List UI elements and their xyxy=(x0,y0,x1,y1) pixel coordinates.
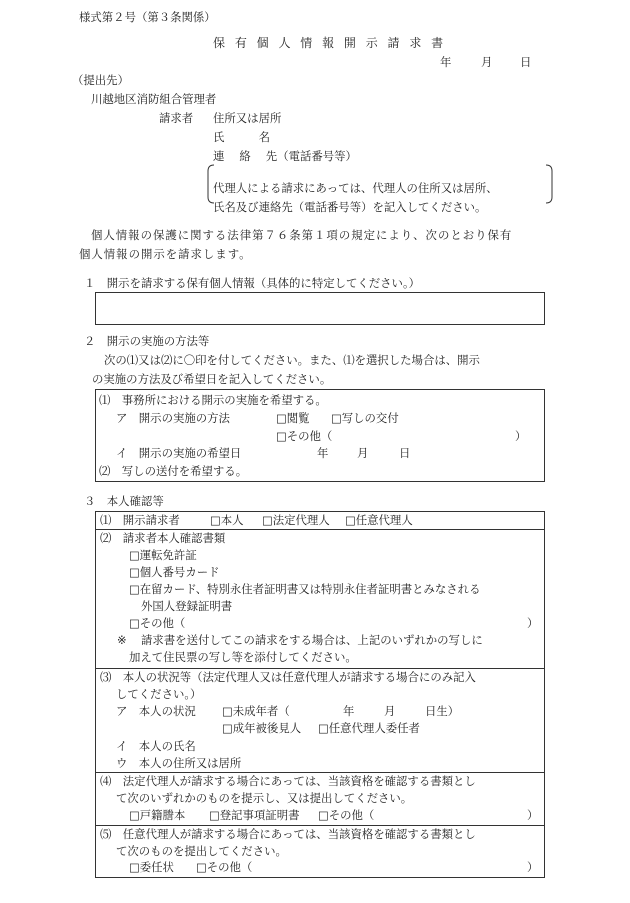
section2-desc-line2: の実施の方法及び希望日を記入してください。 xyxy=(92,372,332,386)
voluntary-agent-docs-line1: ⑸ 任意代理人が請求する場合にあっては、当該資格を確認する書類とし xyxy=(100,827,476,841)
birth-day-label: 日生） xyxy=(425,704,460,718)
method-other-close: ） xyxy=(515,429,527,443)
row-divider-2 xyxy=(95,668,545,669)
requested-info-input[interactable] xyxy=(95,292,545,325)
preferred-date-year: 年 xyxy=(317,446,329,460)
section2-desc-line1: 次の⑴又は⑵に〇印を付してください。また、⑴を選択した場合は、開示 xyxy=(104,353,480,367)
id-documents-title: ⑵ 請求者本人確認書類 xyxy=(100,531,226,545)
person-status-label: ア 本人の状況 xyxy=(116,704,196,718)
mynumber-card-checkbox[interactable]: □個人番号カード xyxy=(129,565,220,579)
person-status-title-line1: ⑶ 本人の状況等（法定代理人又は任意代理人が請求する場合にのみ記入 xyxy=(100,670,476,684)
requester-voluntary-agent-checkbox[interactable]: □任意代理人 xyxy=(345,513,413,527)
method-label: ア 開示の実施の方法 xyxy=(116,411,230,425)
voluntary-agent-docs-line2: て次のものを提出してください。 xyxy=(116,844,287,858)
legal-agent-other-close: ） xyxy=(527,808,539,822)
family-register-checkbox[interactable]: □戸籍謄本 xyxy=(129,808,186,822)
date-month-label: 月 xyxy=(481,55,493,69)
method-other-checkbox[interactable]: □その他（ xyxy=(276,429,333,443)
legal-agent-docs-line1: ⑷ 法定代理人が請求する場合にあっては、当該資格を確認する書類とし xyxy=(100,774,476,788)
date-year-label: 年 xyxy=(440,55,452,69)
minor-checkbox[interactable]: □未成年者（ xyxy=(222,704,290,718)
address-field-label: 住所又は居所 xyxy=(213,111,282,125)
method-view-checkbox[interactable]: □閲覧 xyxy=(276,411,310,425)
residence-card-checkbox[interactable]: □在留カード、特別永住者証明書又は特別永住者証明書とみなされる xyxy=(129,582,481,596)
note-mark: ※ xyxy=(117,633,127,647)
id-other-close: ） xyxy=(527,616,539,630)
row-divider-1 xyxy=(95,529,545,530)
form-number: 様式第２号（第３条関係） xyxy=(79,10,216,24)
mail-note-line2: 加えて住民票の写し等を添付してください。 xyxy=(129,650,357,664)
residence-card-line2: 外国人登録証明書 xyxy=(141,599,233,613)
legal-agent-docs-line2: て次のいずれかのものを提示し、又は提出してください。 xyxy=(116,791,413,805)
section2-heading: ２ 開示の実施の方法等 xyxy=(84,334,210,348)
mail-note-line1: 請求書を送付してこの請求をする場合は、上記のいずれかの写しに xyxy=(141,633,483,647)
id-other-checkbox[interactable]: □その他（ xyxy=(129,616,186,630)
person-address-label: ウ 本人の住所又は居所 xyxy=(116,756,242,770)
requester-self-checkbox[interactable]: □本人 xyxy=(210,513,244,527)
requester-label: 請求者 xyxy=(159,111,194,125)
section1-heading: １ 開示を請求する保有個人情報（具体的に特定してください。） xyxy=(84,276,421,290)
option-office-disclosure[interactable]: ⑴ 事務所における開示の実施を希望する。 xyxy=(99,393,327,407)
form-title: 保 有 個 人 情 報 開 示 請 求 書 xyxy=(213,36,447,50)
agent-note-line1: 代理人による請求にあっては、代理人の住所又は居所、 xyxy=(213,181,498,195)
name-field-label: 氏 名 xyxy=(213,130,270,144)
section3-heading: ３ 本人確認等 xyxy=(84,494,164,508)
option-mail-copy[interactable]: ⑵ 写しの送付を希望する。 xyxy=(99,464,248,478)
row-divider-3 xyxy=(95,772,545,773)
submit-to-label: （提出先） xyxy=(72,73,129,87)
date-day-label: 日 xyxy=(520,55,532,69)
birth-year-label: 年 xyxy=(343,704,355,718)
birth-month-label: 月 xyxy=(384,704,396,718)
person-name-label: イ 本人の氏名 xyxy=(116,739,196,753)
registry-certificate-checkbox[interactable]: □登記事項証明書 xyxy=(209,808,300,822)
preferred-date-day: 日 xyxy=(399,446,411,460)
method-copy-checkbox[interactable]: □写しの交付 xyxy=(331,411,399,425)
preferred-date-label: イ 開示の実施の希望日 xyxy=(116,446,242,460)
voluntary-appointer-checkbox[interactable]: □任意代理人委任者 xyxy=(318,721,420,735)
power-of-attorney-checkbox[interactable]: □委任状 xyxy=(129,860,174,874)
adult-ward-checkbox[interactable]: □成年被後見人 xyxy=(222,721,302,735)
voluntary-agent-other-close: ） xyxy=(527,860,539,874)
intro-line2: 個人情報の開示を請求します。 xyxy=(79,247,252,261)
requester-legal-agent-checkbox[interactable]: □法定代理人 xyxy=(262,513,330,527)
drivers-license-checkbox[interactable]: □運転免許証 xyxy=(129,548,197,562)
requester-type-label: ⑴ 開示請求者 xyxy=(100,513,180,527)
voluntary-agent-other-checkbox[interactable]: □その他（ xyxy=(196,860,253,874)
intro-line1: 個人情報の保護に関する法律第７６条第１項の規定により、次のとおり保有 xyxy=(91,228,513,242)
recipient-name: 川越地区消防組合管理者 xyxy=(91,92,217,106)
legal-agent-other-checkbox[interactable]: □その他（ xyxy=(318,808,375,822)
agent-note-line2: 氏名及び連絡先（電話番号等）を記入してください。 xyxy=(213,200,487,214)
contact-field-label: 連 絡 先（電話番号等） xyxy=(213,149,357,163)
preferred-date-month: 月 xyxy=(357,446,369,460)
row-divider-4 xyxy=(95,825,545,826)
person-status-title-line2: してください。） xyxy=(116,687,202,701)
